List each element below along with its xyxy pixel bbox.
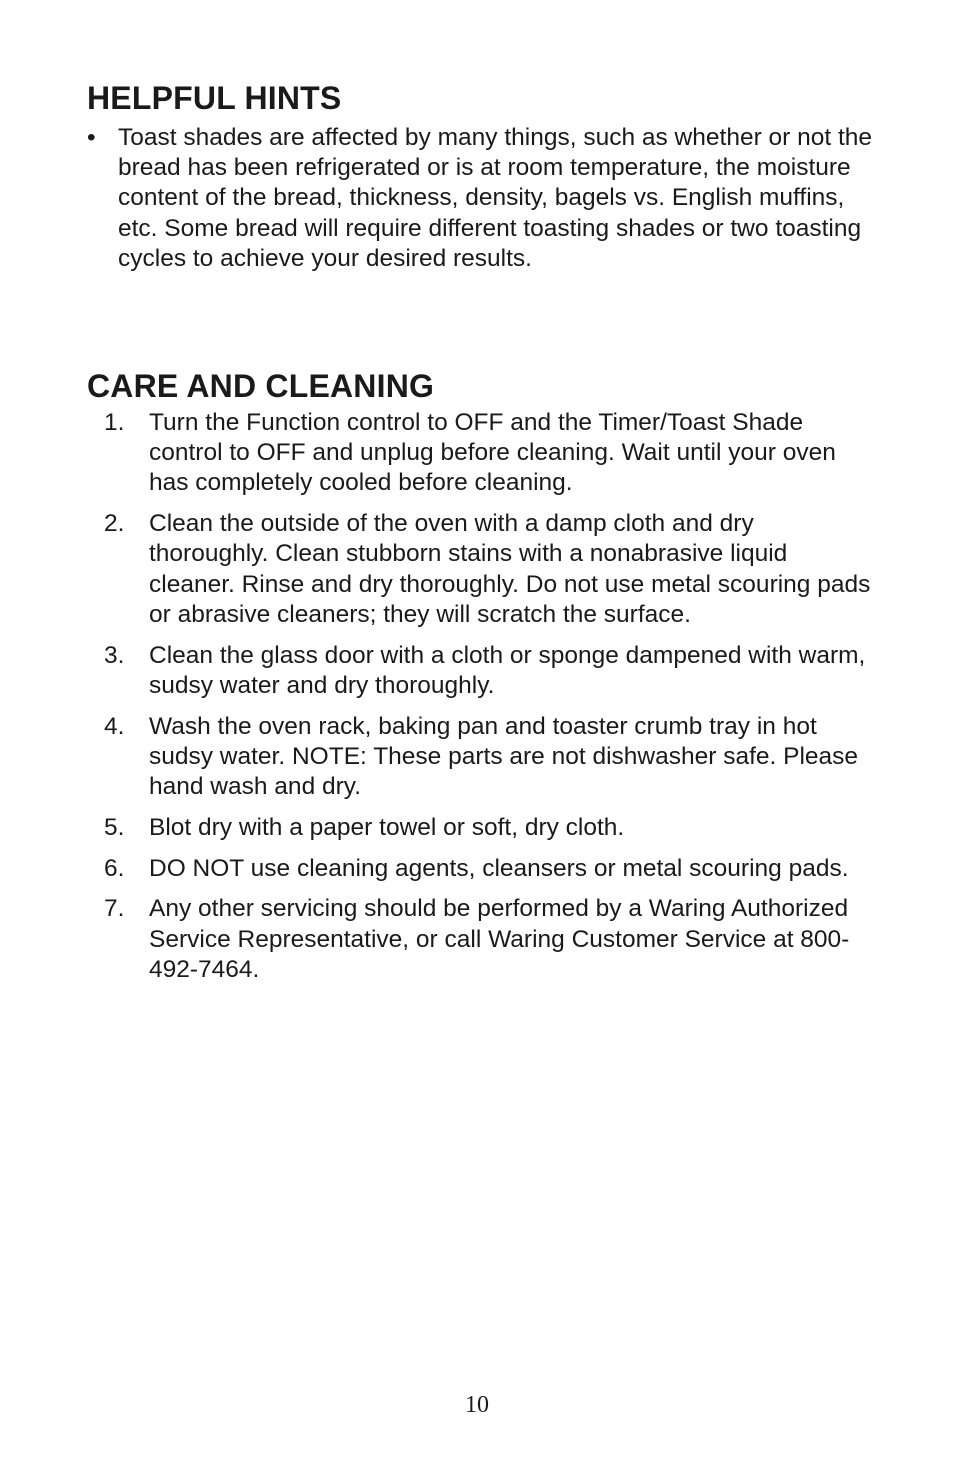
care-step-item (104, 408, 874, 499)
hint-list-item (87, 123, 877, 274)
step-text: Turn the Function control to OFF and the Timer/Toast Shade control to OFF and unplug before cleaning. Wait until your oven has completely cooled before cleaning. (149, 409, 836, 497)
helpful-hints-heading: HELPFUL HINTS (87, 80, 342, 116)
step-number: 3. (104, 641, 125, 669)
care-step-item (104, 712, 874, 803)
bullet-icon: • (87, 124, 96, 151)
step-text: Clean the glass door with a cloth or sponge dampened with warm, sudsy water and dry thoroughly. (149, 641, 866, 699)
care-step-item (104, 813, 874, 843)
step-text: Clean the outside of the oven with a damp cloth and dry thoroughly. Clean stubborn stains with a nonabrasive liquid cleaner. Rinse and dry thoroughly. Do not use metal scouring pads or abrasive cleaners; they will scratch the surface. (149, 510, 871, 628)
step-number: 5. (104, 813, 125, 841)
step-number: 4. (104, 712, 125, 740)
care-and-cleaning-list (104, 408, 874, 996)
step-text: DO NOT use cleaning agents, cleansers or metal scouring pads. (149, 854, 849, 882)
care-and-cleaning-heading: CARE AND CLEANING (87, 368, 435, 404)
helpful-hints-list (87, 123, 877, 274)
care-step-item (104, 894, 874, 985)
care-step-item (104, 854, 874, 884)
step-number: 2. (104, 510, 125, 538)
care-step-item (104, 509, 874, 630)
step-text: Any other servicing should be performed by a Waring Authorized Service Representative, or call Waring Customer Service at 800-492-7464. (149, 895, 850, 983)
step-number: 7. (104, 895, 125, 923)
step-number: 6. (104, 854, 125, 882)
hint-text: Toast shades are affected by many things, such as whether or not the bread has been refrigerated or is at room temperature, the moisture content of the bread, thickness, density, bagels vs. English muffins, etc. Some bread will require different toasting shades or two toasting cycles to achieve your desired results. (118, 124, 873, 272)
step-number: 1. (104, 409, 125, 436)
step-text: Wash the oven rack, baking pan and toaster crumb tray in hot sudsy water. NOTE: These parts are not dishwasher safe. Please hand wash and dry. (149, 712, 859, 801)
step-text: Blot dry with a paper towel or soft, dry cloth. (149, 813, 625, 841)
care-step-item (104, 641, 874, 701)
page-number: 10 (465, 1392, 489, 1418)
